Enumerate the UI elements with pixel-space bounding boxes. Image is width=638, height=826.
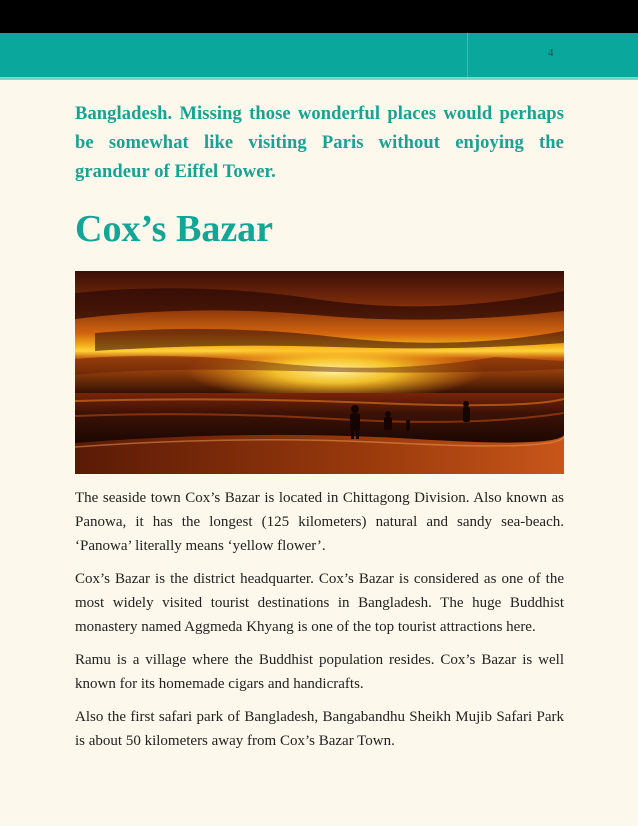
header-divider — [467, 33, 468, 77]
page-content — [75, 100, 564, 762]
sunset-beach-photo — [75, 271, 564, 474]
paragraph-safari-park: Also the first safari park of Bangladesh, Bangabandhu Sheikh Mujib Safari Park is about 50 kilometers away from Cox’s Bazar Town. — [75, 709, 564, 749]
top-black-bar — [0, 0, 638, 33]
page-number: 4 — [548, 47, 554, 59]
paragraph-location: The seaside town Cox’s Bazar is located in Chittagong Division. Also known as Panowa, it has the longest (125 kilometers) natural and sandy sea-beach. ‘Panowa’ literally means ‘yellow flower’. — [75, 490, 564, 554]
header-band — [0, 33, 638, 80]
body-text — [75, 486, 564, 753]
paragraph-ramu: Ramu is a village where the Buddhist population resides. Cox’s Bazar is well known for its homemade cigars and handicrafts. — [75, 652, 564, 692]
paragraph-district: Cox’s Bazar is the district headquarter. Cox’s Bazar is considered as one of the most widely visited tourist destinations in Bangladesh. The huge Buddhist monastery named Aggmeda Khyang is one of the top tourist attractions here. — [75, 571, 564, 635]
intro-paragraph: Bangladesh. Missing those wonderful places would perhaps be somewhat like visiting Paris without enjoying the grandeur of Eiffel Tower. — [75, 104, 564, 182]
section-title: Cox’s Bazar — [75, 208, 274, 250]
